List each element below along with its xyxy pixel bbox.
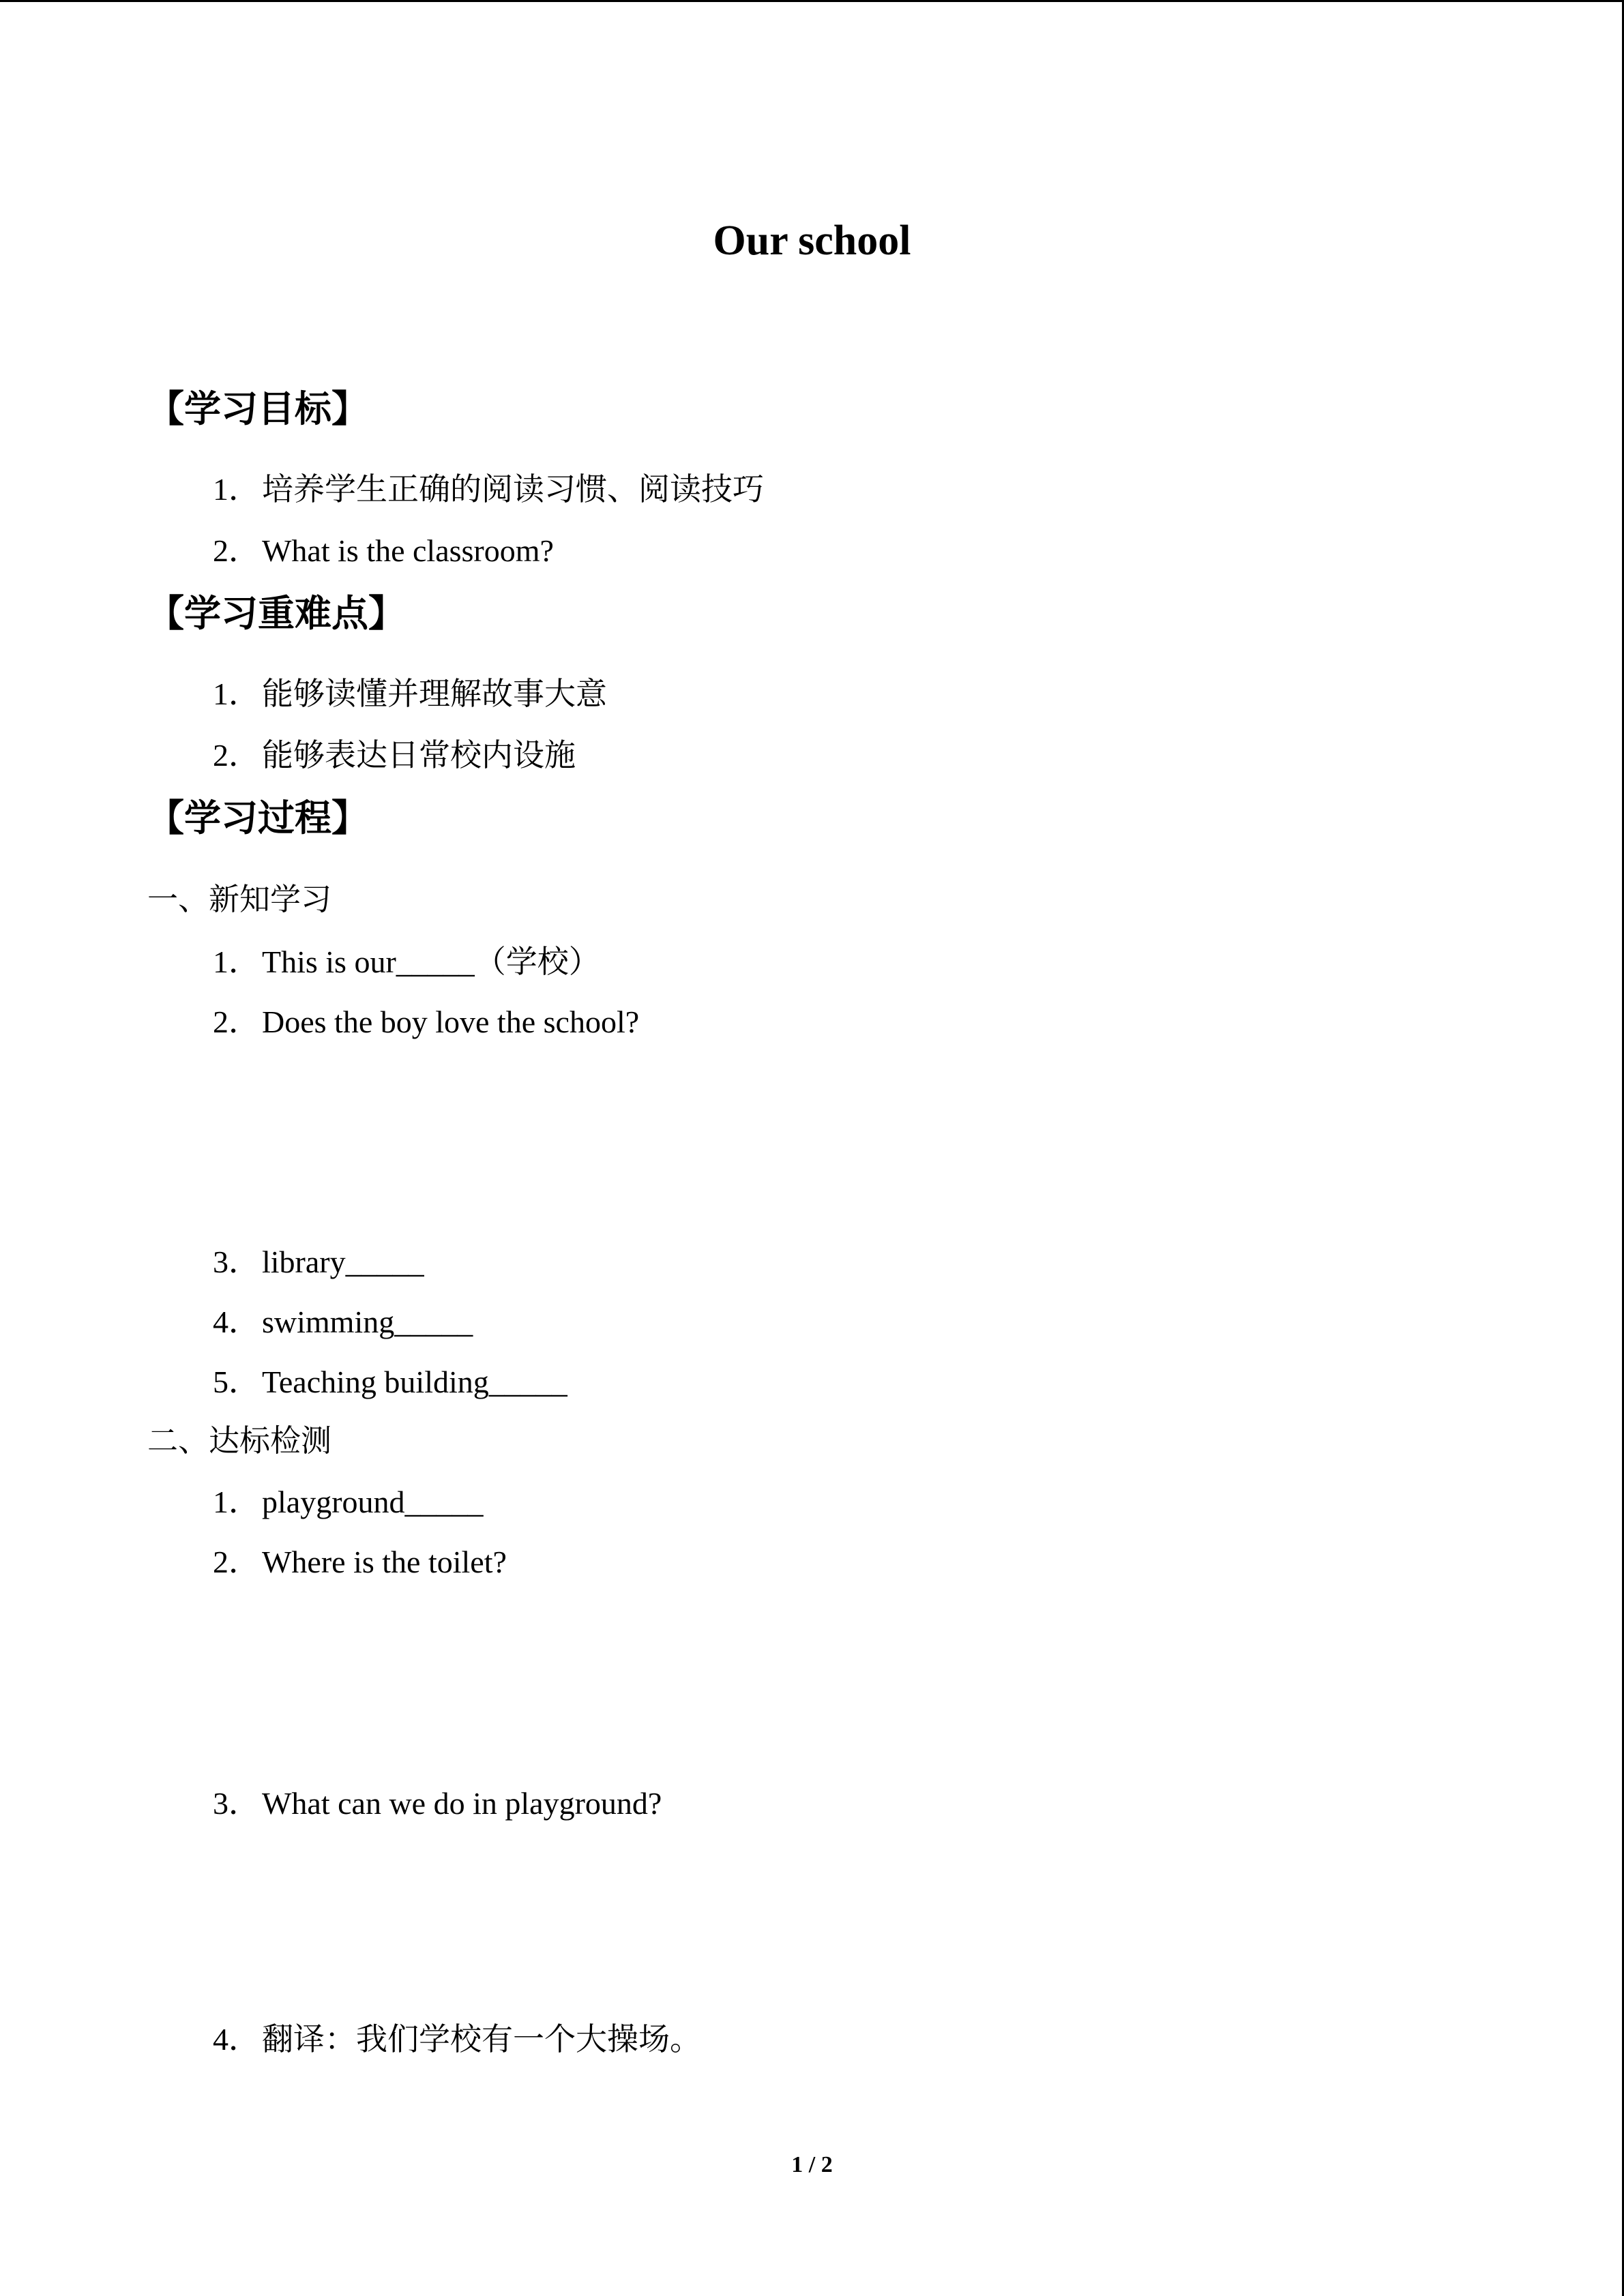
assessment-item-1 [213, 1478, 484, 1526]
section-assessment: 二、达标检测 [147, 1422, 332, 1459]
objective-item-1 [213, 466, 764, 513]
item-text: This is our_____（学校） [262, 944, 600, 979]
item-text: 能够表达日常校内设施 [262, 738, 576, 773]
heading-key-points: 【学习重难点】 [147, 592, 405, 635]
item-number: 2． [213, 533, 260, 568]
key-point-item-2 [213, 732, 576, 779]
page-number: 1 / 2 [791, 2152, 833, 2177]
item-text: 能够读懂并理解故事大意 [262, 676, 607, 711]
new-knowledge-item-3 [213, 1238, 424, 1286]
item-number: 4． [213, 1304, 260, 1339]
item-text: library_____ [262, 1244, 424, 1279]
item-number: 2． [213, 1545, 260, 1579]
item-number: 1． [213, 676, 260, 711]
item-number: 2． [213, 738, 260, 773]
item-text: swimming_____ [262, 1304, 473, 1339]
item-text: Does the boy love the school? [262, 1004, 640, 1039]
item-number: 1． [213, 1485, 260, 1519]
document-title: Our school [713, 218, 911, 264]
item-number: 1． [213, 944, 260, 979]
heading-objectives: 【学习目标】 [147, 387, 368, 430]
new-knowledge-item-4 [213, 1298, 473, 1346]
item-text: playground_____ [262, 1485, 484, 1519]
new-knowledge-item-5 [213, 1358, 567, 1406]
new-knowledge-item-2 [213, 998, 639, 1046]
item-text: What is the classroom? [262, 533, 554, 568]
item-number: 2． [213, 1004, 260, 1039]
item-text: Where is the toilet? [262, 1545, 507, 1579]
assessment-item-2 [213, 1538, 507, 1586]
assessment-item-3 [213, 1780, 662, 1828]
section-new-knowledge: 一、新知学习 [147, 881, 332, 917]
item-number: 3． [213, 1244, 260, 1279]
item-number: 1． [213, 472, 260, 507]
item-text: What can we do in playground? [262, 1786, 662, 1821]
item-text: Teaching building_____ [262, 1365, 567, 1399]
item-number: 3． [213, 1786, 260, 1821]
item-number: 4． [213, 2022, 260, 2057]
item-text: 培养学生正确的阅读习惯、阅读技巧 [262, 472, 764, 507]
new-knowledge-item-1 [213, 938, 600, 986]
item-text: 翻译：我们学校有一个大操场。 [262, 2022, 701, 2057]
objective-item-2 [213, 527, 554, 575]
item-number: 5． [213, 1365, 260, 1399]
heading-process: 【学习过程】 [147, 796, 368, 839]
assessment-item-4 [213, 2016, 701, 2063]
key-point-item-1 [213, 670, 607, 718]
